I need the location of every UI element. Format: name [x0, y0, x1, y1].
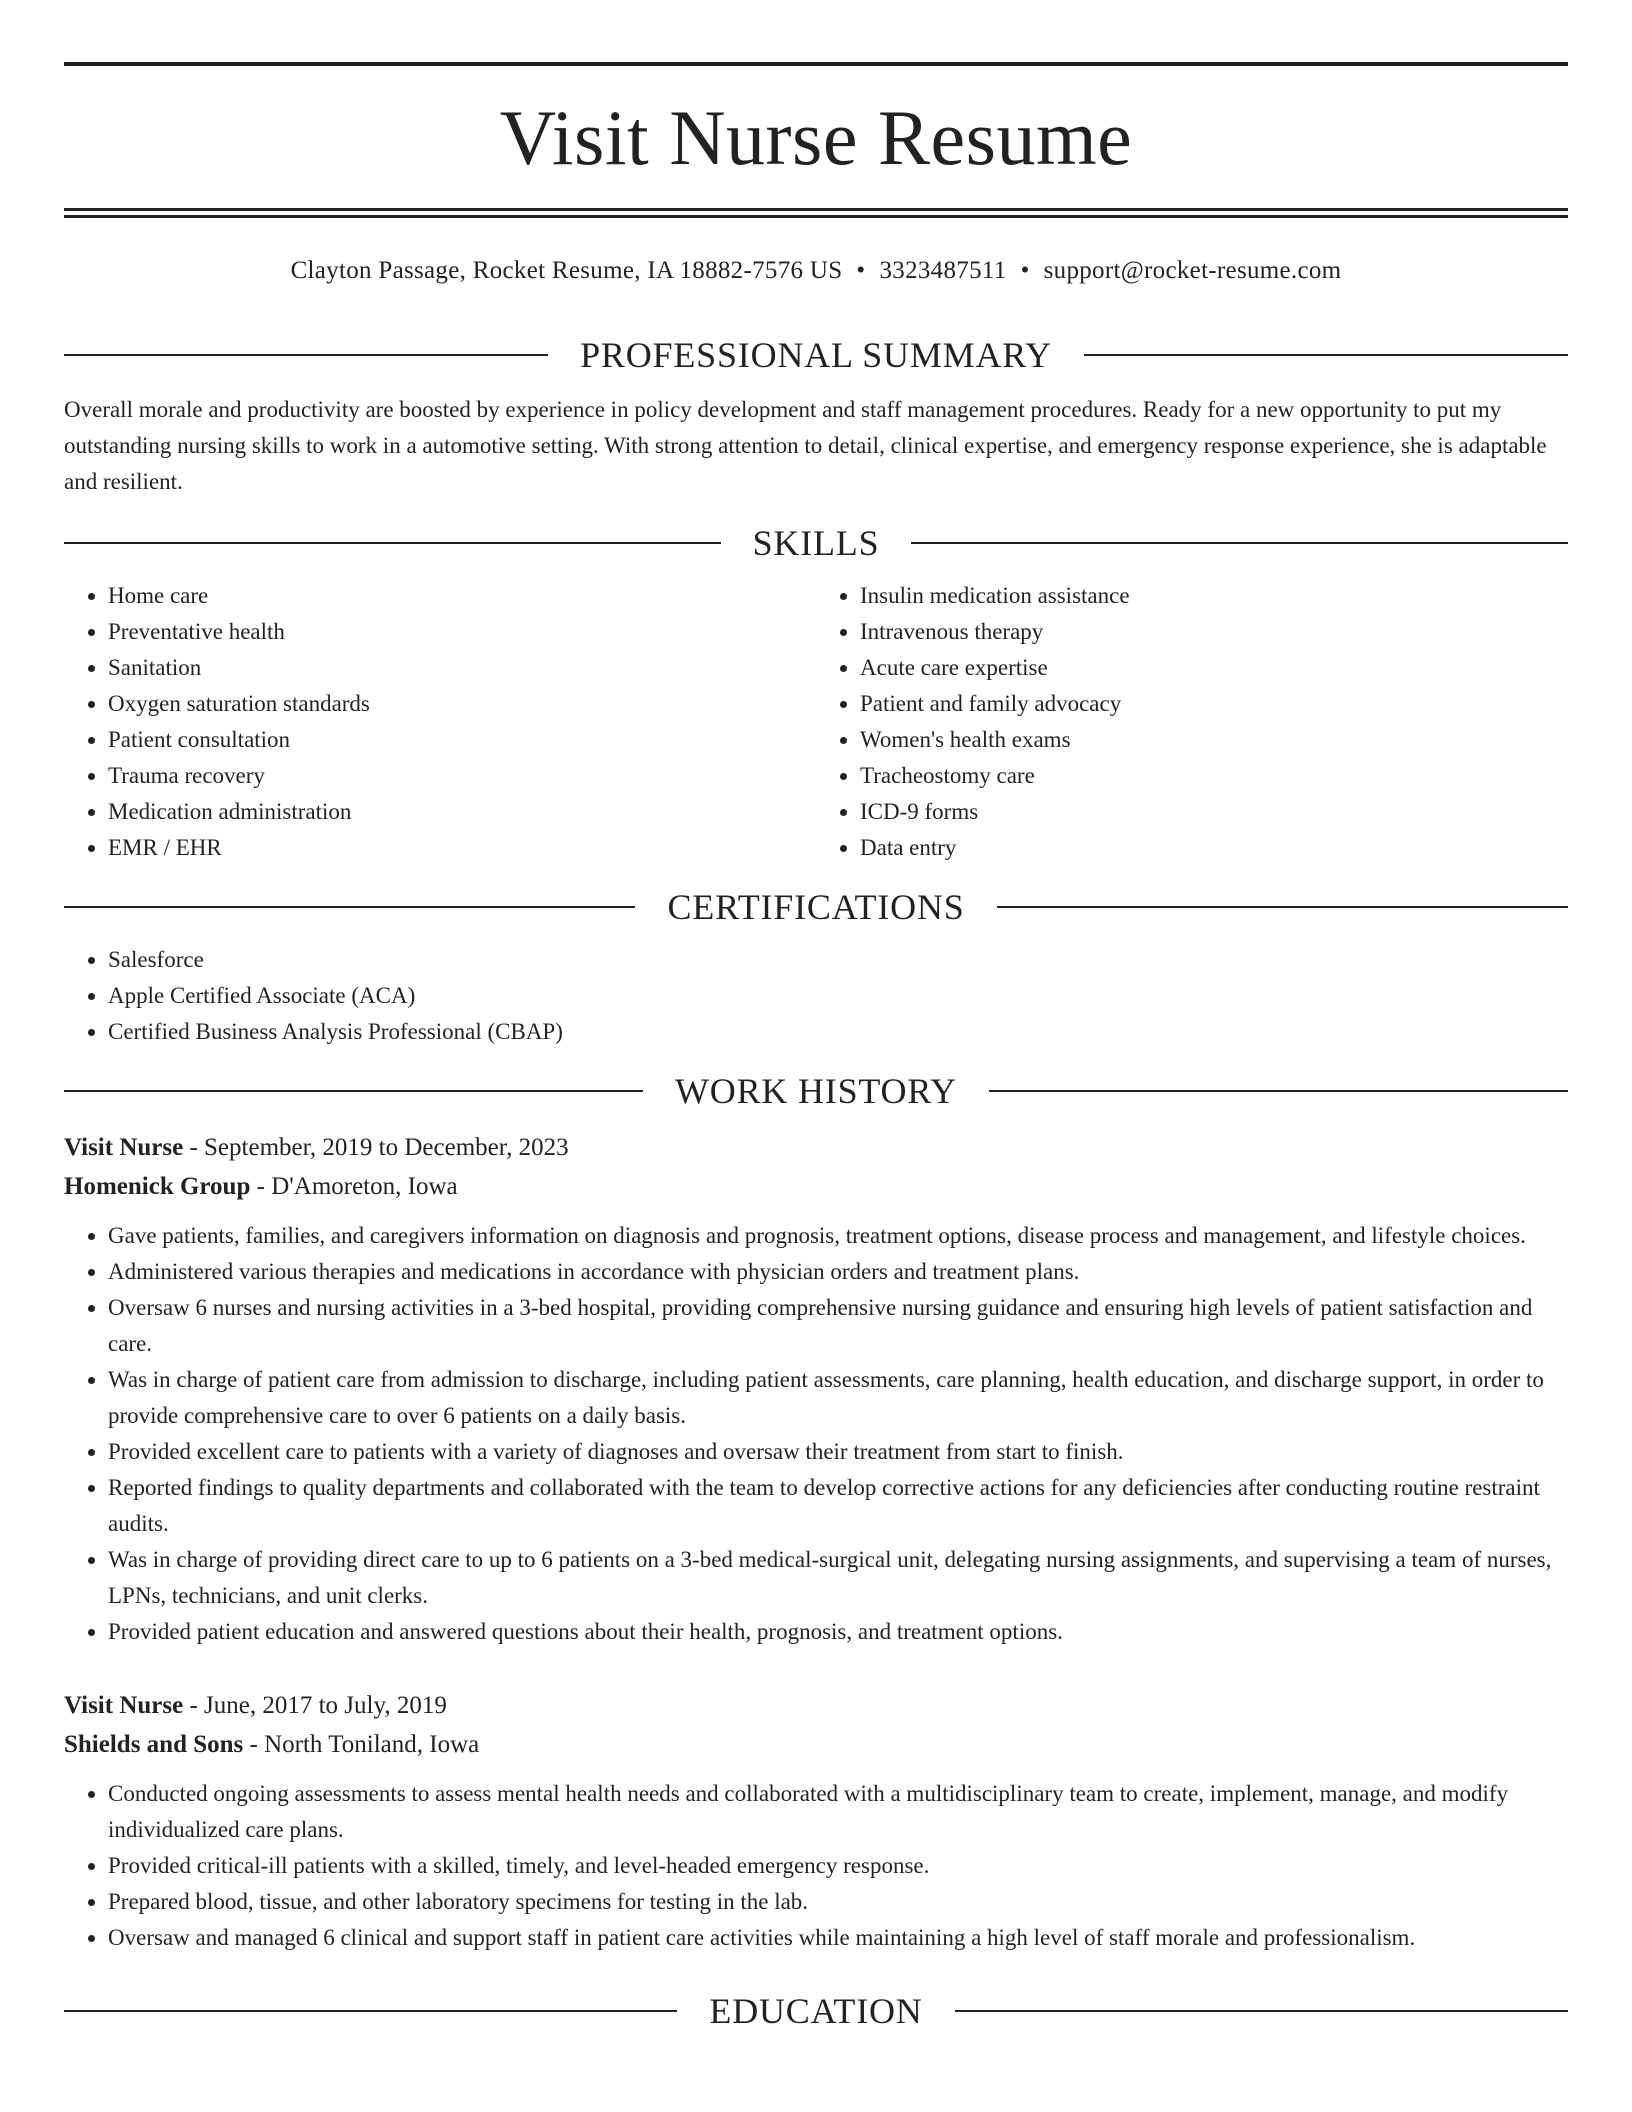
certification-item: • Salesforce	[108, 942, 1568, 978]
skill-item: • ICD-9 forms	[860, 794, 1568, 830]
resume-title: Visit Nurse Resume	[499, 94, 1133, 181]
summary-heading-label: PROFESSIONAL SUMMARY	[580, 335, 1052, 375]
skill-item: • Insulin medication assistance	[860, 578, 1568, 614]
skills-columns	[64, 578, 1568, 866]
job-bullets	[64, 1218, 1568, 1650]
job-bullet: • Provided critical-ill patients with a skilled, timely, and level-headed emergency response.	[108, 1848, 1568, 1884]
job-title-line	[64, 1128, 1568, 1167]
job-company: Shields and Sons	[64, 1731, 244, 1758]
heading-rule	[1084, 354, 1568, 356]
skill-item: • Trauma recovery	[108, 758, 816, 794]
job-entry	[64, 1686, 1568, 1956]
certifications-heading	[64, 882, 1568, 932]
skills-list-right	[816, 578, 1568, 866]
skill-item: • Acute care expertise	[860, 650, 1568, 686]
skill-item: • EMR / EHR	[108, 830, 816, 866]
contact-phone: 3323487511	[879, 257, 1007, 284]
certifications-list	[64, 942, 1568, 1050]
job-bullet: • Oversaw and managed 6 clinical and support staff in patient care activities while maintaining a high level of staff morale and professionalism.	[108, 1920, 1568, 1956]
job-dates: - September, 2019 to December, 2023	[183, 1134, 569, 1161]
skill-item: • Intravenous therapy	[860, 614, 1568, 650]
contact-address: Clayton Passage, Rocket Resume, IA 18882-7576 US	[290, 257, 843, 284]
skill-item: • Tracheostomy care	[860, 758, 1568, 794]
top-rule	[64, 62, 1568, 66]
job-company-line	[64, 1725, 1568, 1764]
job-bullet: • Reported findings to quality departments and collaborated with the team to develop corrective actions for any deficiencies after conducting routine restraint audits.	[108, 1470, 1568, 1542]
job-bullet: • Was in charge of patient care from admission to discharge, including patient assessments, care planning, health education, and discharge support, in order to provide comprehensive care to over 6 patients on a daily basis.	[108, 1362, 1568, 1434]
certification-item: • Certified Business Analysis Professional (CBAP)	[108, 1014, 1568, 1050]
job-title: Visit Nurse	[64, 1134, 184, 1161]
heading-rule	[911, 542, 1568, 544]
contact-separator: •	[856, 257, 866, 284]
skill-item: • Home care	[108, 578, 816, 614]
job-entry	[64, 1128, 1568, 1650]
job-bullet: • Provided excellent care to patients with a variety of diagnoses and oversaw their treatment from start to finish.	[108, 1434, 1568, 1470]
job-dates: - June, 2017 to July, 2019	[183, 1692, 447, 1719]
heading-rule	[64, 2010, 677, 2012]
skill-item: • Preventative health	[108, 614, 816, 650]
heading-rule	[997, 906, 1568, 908]
education-heading	[64, 1986, 1568, 2036]
job-bullets	[64, 1776, 1568, 1956]
contact-separator: •	[1020, 257, 1030, 284]
heading-rule	[64, 1090, 643, 1092]
skill-item: • Patient and family advocacy	[860, 686, 1568, 722]
title-rule-lower	[64, 215, 1568, 218]
heading-rule	[989, 1090, 1568, 1092]
skills-list-left	[64, 578, 816, 866]
heading-rule	[64, 354, 548, 356]
job-company-line	[64, 1167, 1568, 1206]
job-bullet: • Administered various therapies and medications in accordance with physician orders and treatment plans.	[108, 1254, 1568, 1290]
heading-rule	[64, 542, 721, 544]
skill-item: • Patient consultation	[108, 722, 816, 758]
job-bullet: • Gave patients, families, and caregivers information on diagnosis and prognosis, treatment options, disease process and management, and lifestyle choices.	[108, 1218, 1568, 1254]
skill-item: • Sanitation	[108, 650, 816, 686]
skill-item: • Women's health exams	[860, 722, 1568, 758]
work-heading	[64, 1066, 1568, 1116]
job-location: - D'Amoreton, Iowa	[250, 1173, 458, 1200]
certification-item: • Apple Certified Associate (ACA)	[108, 978, 1568, 1014]
skill-item: • Data entry	[860, 830, 1568, 866]
job-bullet: • Oversaw 6 nurses and nursing activities in a 3-bed hospital, providing comprehensive nursing guidance and ensuring high levels of patient satisfaction and care.	[108, 1290, 1568, 1362]
job-bullet: • Conducted ongoing assessments to assess mental health needs and collaborated with a multidisciplinary team to create, implement, manage, and modify individualized care plans.	[108, 1776, 1568, 1848]
skill-item: • Medication administration	[108, 794, 816, 830]
heading-rule	[955, 2010, 1568, 2012]
job-title-line	[64, 1686, 1568, 1725]
title-rule-upper	[64, 208, 1568, 211]
job-company: Homenick Group	[64, 1173, 251, 1200]
job-bullet: • Provided patient education and answered questions about their health, prognosis, and treatment options.	[108, 1614, 1568, 1650]
contact-line	[64, 254, 1568, 288]
work-heading-label: WORK HISTORY	[675, 1071, 957, 1111]
job-bullet: • Was in charge of providing direct care to up to 6 patients on a 3-bed medical-surgical unit, delegating nursing assignments, and supervising a team of nurses, LPNs, technicians, and unit clerks.	[108, 1542, 1568, 1614]
skill-item: • Oxygen saturation standards	[108, 686, 816, 722]
summary-text: Overall morale and productivity are boosted by experience in policy development and staff management procedures. Ready for a new opportunity to put my outstanding nursing skills to work in a automotive setting. With strong attention to detail, clinical expertise, and emergency response experience, she is adaptable and resilient.	[64, 397, 1547, 494]
summary-heading	[64, 330, 1568, 380]
certifications-heading-label: CERTIFICATIONS	[667, 887, 965, 927]
skills-heading-label: SKILLS	[752, 523, 880, 563]
job-location: - North Toniland, Iowa	[243, 1731, 480, 1758]
resume-body	[64, 330, 1568, 2036]
job-bullet: • Prepared blood, tissue, and other laboratory specimens for testing in the lab.	[108, 1884, 1568, 1920]
contact-email: support@rocket-resume.com	[1043, 257, 1342, 284]
job-title: Visit Nurse	[64, 1692, 184, 1719]
heading-rule	[64, 906, 635, 908]
education-heading-label: EDUCATION	[709, 1991, 923, 2031]
skills-heading	[64, 518, 1568, 568]
